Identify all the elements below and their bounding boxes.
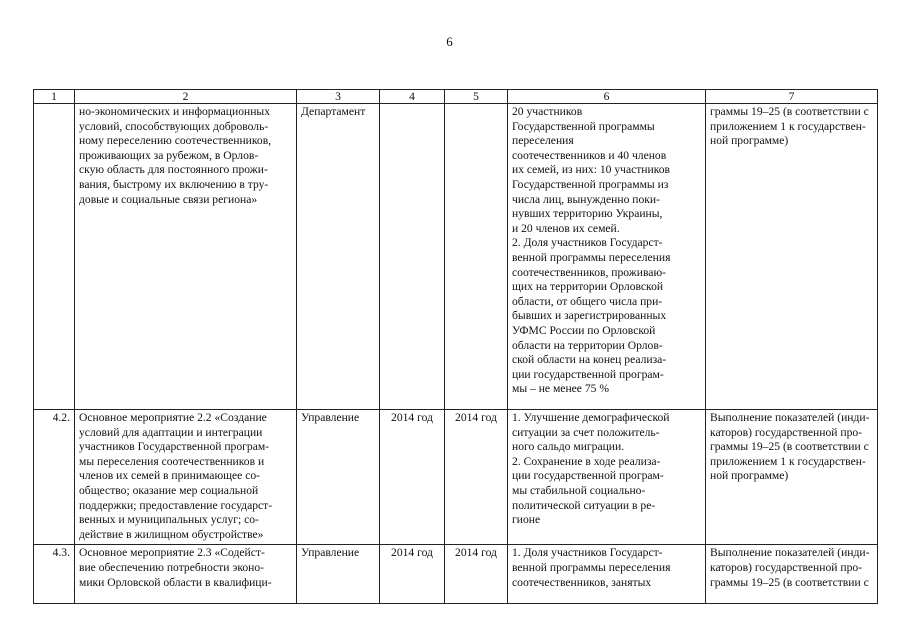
result-line: 20 участников xyxy=(512,105,583,118)
result-line: области на территории Орлов- xyxy=(512,338,663,352)
header-col-1: 1 xyxy=(34,90,75,104)
page-number: 6 xyxy=(446,34,453,49)
result-line: 2. Доля участников Государст- xyxy=(512,236,663,250)
result-line: 1. Доля участников Государст- xyxy=(512,546,663,560)
result-line: венной программы переселения xyxy=(512,250,671,264)
result-line: соотечественников и 40 членов xyxy=(512,148,667,162)
row-number xyxy=(34,104,75,410)
header-col-3: 3 xyxy=(297,90,380,104)
link-line: Выполнение показателей (инди- xyxy=(710,411,870,424)
executor-cell: Департамент xyxy=(297,104,380,410)
result-cell xyxy=(508,104,706,410)
event-cell xyxy=(75,104,297,410)
result-line: Государственной программы из xyxy=(512,177,669,191)
row-number: 4.3. xyxy=(34,545,75,604)
link-cell xyxy=(706,545,878,604)
result-line: соотечественников, занятых xyxy=(512,575,652,589)
executor-cell: Управление xyxy=(297,410,380,545)
header-col-5: 5 xyxy=(445,90,508,104)
result-line: 2. Сохранение в ходе реализа- xyxy=(512,454,661,468)
result-line: УФМС России по Орловской xyxy=(512,323,656,337)
result-line: ситуации за счет положитель- xyxy=(512,425,660,439)
event-line: скую область для постоянного прожи- xyxy=(79,163,268,177)
event-line: Основное мероприятие 2.2 «Создание xyxy=(79,411,267,424)
result-cell xyxy=(508,410,706,545)
event-cell xyxy=(75,410,297,545)
end-cell: 2014 год xyxy=(445,410,508,545)
header-col-2: 2 xyxy=(75,90,297,104)
event-line: венных и муниципальных услуг; со- xyxy=(79,513,259,527)
result-line: гионе xyxy=(512,513,541,527)
result-line: соотечественников, проживаю- xyxy=(512,265,666,279)
link-line: каторов) государственной про- xyxy=(710,425,863,439)
event-line: членов их семей в принимающее со- xyxy=(79,469,261,483)
end-cell: 2014 год xyxy=(445,545,508,604)
event-line: вания, быстрому их включению в тру- xyxy=(79,177,269,191)
event-cell xyxy=(75,545,297,604)
start-cell: 2014 год xyxy=(380,410,445,545)
table-row xyxy=(34,410,878,545)
link-line: приложением 1 к государствен- xyxy=(710,119,866,133)
link-line: граммы 19–25 (в соответствии с xyxy=(710,105,869,118)
event-line: ному переселению соотечественников, xyxy=(79,134,272,148)
result-line: политической ситуации в ре- xyxy=(512,498,656,512)
link-line: граммы 19–25 (в соответствии с xyxy=(710,440,869,454)
event-line: мы переселения соотечественников и xyxy=(79,454,265,468)
program-table xyxy=(33,89,878,604)
event-line: условий, способствующих доброволь- xyxy=(79,119,269,133)
event-line: довые и социальные связи региона» xyxy=(79,192,258,206)
result-line: венной программы переселения xyxy=(512,560,671,574)
link-line: ной программе) xyxy=(710,469,789,483)
row-number: 4.2. xyxy=(34,410,75,545)
end-cell xyxy=(445,104,508,410)
result-cell xyxy=(508,545,706,604)
header-row xyxy=(34,90,878,104)
event-line: мики Орловской области в квалифици- xyxy=(79,575,272,589)
link-line: Выполнение показателей (инди- xyxy=(710,546,870,560)
result-line: переселения xyxy=(512,134,574,148)
table-row xyxy=(34,545,878,604)
result-line: числа лиц, вынужденно поки- xyxy=(512,192,660,206)
link-cell xyxy=(706,410,878,545)
result-line: их семей, из них: 10 участников xyxy=(512,163,671,177)
result-line: области, от общего числа при- xyxy=(512,294,663,308)
result-line: ции государственной програм- xyxy=(512,367,664,381)
result-line: ции государственной програм- xyxy=(512,469,664,483)
header-col-7: 7 xyxy=(706,90,878,104)
event-line: вие обеспечению потребности эконо- xyxy=(79,560,265,574)
result-line: нувших территорию Украины, xyxy=(512,207,663,221)
result-line: бывших и зарегистрированных xyxy=(512,309,667,323)
event-line: участников Государственной програм- xyxy=(79,440,270,454)
event-line: общество; оказание мер социальной xyxy=(79,483,259,497)
event-line: Основное мероприятие 2.3 «Содейст- xyxy=(79,546,265,560)
event-line: поддержки; предоставление государст- xyxy=(79,498,273,512)
result-line: щих на территории Орловской xyxy=(512,280,664,294)
start-cell: 2014 год xyxy=(380,545,445,604)
table-row xyxy=(34,104,878,410)
executor-cell: Управление xyxy=(297,545,380,604)
event-line: условий для адаптации и интеграции xyxy=(79,425,263,439)
link-cell xyxy=(706,104,878,410)
header-col-4: 4 xyxy=(380,90,445,104)
result-line: Государственной программы xyxy=(512,119,655,133)
start-cell xyxy=(380,104,445,410)
result-line: ного сальдо миграции. xyxy=(512,440,625,454)
result-line: мы стабильной социально- xyxy=(512,483,646,497)
event-line: проживающих за рубежом, в Орлов- xyxy=(79,148,259,162)
event-line: действие в жилищном обустройстве» xyxy=(79,527,264,541)
result-line: мы – не менее 75 % xyxy=(512,382,609,396)
link-line: приложением 1 к государствен- xyxy=(710,454,866,468)
link-line: ной программе) xyxy=(710,134,789,148)
event-line: но-экономических и информационных xyxy=(79,105,270,118)
result-line: 1. Улучшение демографической xyxy=(512,411,670,424)
header-col-6: 6 xyxy=(508,90,706,104)
link-line: каторов) государственной про- xyxy=(710,560,863,574)
result-line: ской области на конец реализа- xyxy=(512,353,667,367)
link-line: граммы 19–25 (в соответствии с xyxy=(710,575,869,589)
result-line: и 20 членов их семей. xyxy=(512,221,620,235)
